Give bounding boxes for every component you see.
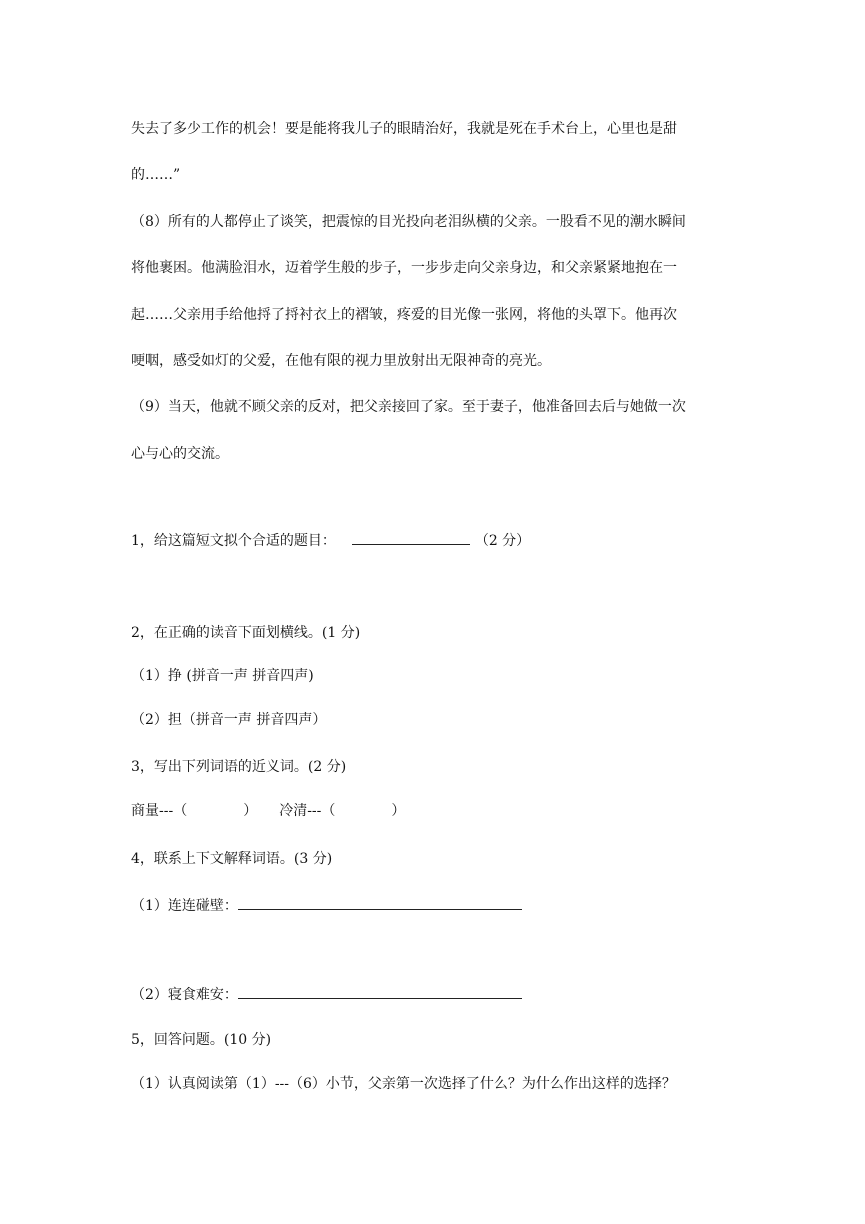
passage-p8-line1: （8）所有的人都停止了谈笑，把震惊的目光投向老泪纵横的父亲。一股看不见的潮水瞬间 (131, 214, 686, 230)
question-3: 3，写出下列词语的近义词。(2 分) (131, 759, 347, 775)
q4-item-2-label: （2）寝食难安： (131, 987, 238, 1003)
q3-word-1: 商量---（ (131, 803, 188, 819)
title-answer-blank[interactable] (352, 530, 470, 545)
q3-word-2: 冷清---（ (279, 803, 336, 819)
passage-p8-line3: 起……父亲用手给他捋了捋衬衣上的褶皱，疼爱的目光像一张网，将他的头罩下。他再次 (131, 307, 677, 323)
q3-close-1: ） (243, 803, 258, 819)
q4-item-2-blank[interactable] (238, 984, 522, 999)
passage-p7-line1: 失去了多少工作的机会！要是能将我儿子的眼睛治好，我就是死在手术台上，心里也是甜 (131, 121, 677, 137)
question-1-score: （2 分） (474, 533, 531, 549)
question-1 (131, 530, 530, 551)
question-4-item-2 (131, 984, 522, 1005)
passage-p9-line2: 心与心的交流。 (131, 446, 229, 462)
question-5: 5，回答问题。(10 分) (131, 1032, 272, 1048)
passage-p8-line4: 哽咽，感受如灯的父爱，在他有限的视力里放射出无限神奇的亮光。 (131, 353, 551, 369)
question-4-item-1 (131, 895, 522, 916)
q4-item-1-label: （1）连连碰壁： (131, 898, 238, 914)
q3-close-2: ） (391, 803, 406, 819)
question-3-answers (131, 801, 405, 821)
q4-item-1-blank[interactable] (238, 895, 522, 910)
question-1-text: 1，给这篇短文拟个合适的题目： (131, 533, 336, 549)
passage-p7-line2: 的……” (131, 167, 181, 183)
question-2-item-2: （2）担（拼音一声 拼音四声） (131, 712, 327, 728)
passage-p8-line2: 将他裹困。他满脸泪水，迈着学生般的步子，一步步走向父亲身边，和父亲紧紧地抱在一 (131, 260, 677, 276)
passage-p9-line1: （9）当天，他就不顾父亲的反对，把父亲接回了家。至于妻子，他准备回去后与她做一次 (131, 399, 686, 415)
question-5-item-1: （1）认真阅读第（1）---（6）小节，父亲第一次选择了什么？为什么作出这样的选择？ (131, 1076, 676, 1092)
question-4: 4，联系上下文解释词语。(3 分) (131, 851, 333, 867)
question-2: 2，在正确的读音下面划横线。(1 分) (131, 625, 361, 641)
question-2-item-1: （1）挣 (拼音一声 拼音四声) (131, 668, 314, 684)
